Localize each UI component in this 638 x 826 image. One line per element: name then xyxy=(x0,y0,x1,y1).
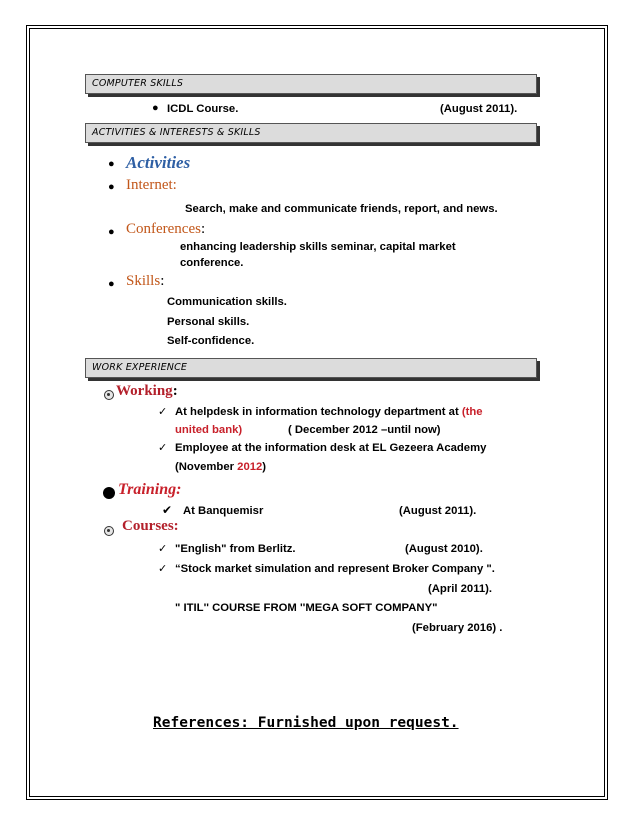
bullet-icon: ● xyxy=(108,181,115,193)
references-note: References: Furnished upon request. xyxy=(153,715,459,731)
job1-org-1: (the xyxy=(461,406,483,418)
courses-label: Courses: xyxy=(122,518,179,534)
skills-label: Skills xyxy=(126,273,161,289)
job1-text-wrap xyxy=(175,406,483,418)
check-icon: ✓ xyxy=(158,405,168,418)
course2-text: “Stock market simulation and represent Broker Company ". xyxy=(175,563,495,575)
working-label: Working xyxy=(116,383,173,399)
conferences-label: Conferences xyxy=(126,221,201,237)
internet-label: Internet: xyxy=(126,177,177,193)
conferences-label-wrap xyxy=(126,221,205,238)
conferences-colon: : xyxy=(200,221,206,237)
course1-text: "English" from Berlitz. xyxy=(175,543,296,555)
conferences-text-1: enhancing leadership skills seminar, capital market xyxy=(180,241,456,253)
skills-label-wrap xyxy=(126,273,164,290)
job2-period-open: (November xyxy=(175,461,238,473)
conferences-text-2: conference. xyxy=(180,257,244,269)
job2-year: 2012 xyxy=(237,461,263,473)
computer-skills-header: COMPUTER SKILLS xyxy=(85,74,537,94)
course1-date: (August 2010). xyxy=(405,543,483,555)
target-icon xyxy=(104,522,114,540)
job1-org-2: united bank) xyxy=(175,424,243,436)
check-icon: ✔ xyxy=(162,503,173,517)
check-icon: ✓ xyxy=(158,542,168,555)
training-date: (August 2011). xyxy=(399,505,477,517)
skill-item: Personal skills. xyxy=(167,316,250,328)
check-icon: ✓ xyxy=(158,562,168,575)
internet-text: Search, make and communicate friends, report, and news. xyxy=(185,203,498,215)
skill-item: Communication skills. xyxy=(167,296,287,308)
course3-text: " ITIL'' COURSE FROM ''MEGA SOFT COMPANY" xyxy=(175,602,438,614)
bullet-icon: ● xyxy=(108,278,115,290)
bullet-icon: ● xyxy=(108,226,115,238)
check-icon: ✓ xyxy=(158,441,168,454)
job2-period-close: ) xyxy=(262,461,267,473)
dot-icon xyxy=(103,485,115,503)
course3-date: (February 2016) . xyxy=(412,622,503,634)
course2-date: (April 2011). xyxy=(428,583,493,595)
skills-colon: : xyxy=(160,273,165,289)
icdl-course-text: ICDL Course. xyxy=(167,103,239,115)
activities-header: ACTIVITIES & INTERESTS & SKILLS xyxy=(85,123,537,143)
working-label-wrap xyxy=(116,383,178,400)
bullet-icon: ● xyxy=(108,158,115,170)
bullet-icon: ● xyxy=(152,102,159,114)
activities-title: Activities xyxy=(126,153,191,172)
training-text: At Banquemisr xyxy=(183,505,264,517)
work-experience-header: WORK EXPERIENCE xyxy=(85,358,537,378)
target-icon xyxy=(104,386,114,404)
job2-text: Employee at the information desk at EL Gezeera Academy xyxy=(175,442,487,454)
job1-text: At helpdesk in information technology department at xyxy=(175,406,462,418)
skill-item: Self-confidence. xyxy=(167,335,255,347)
job2-period xyxy=(175,461,266,473)
training-label: Training: xyxy=(118,481,182,498)
job1-period: ( December 2012 –until now) xyxy=(288,424,441,436)
working-colon: : xyxy=(172,383,178,399)
icdl-course-date: (August 2011). xyxy=(440,103,518,115)
